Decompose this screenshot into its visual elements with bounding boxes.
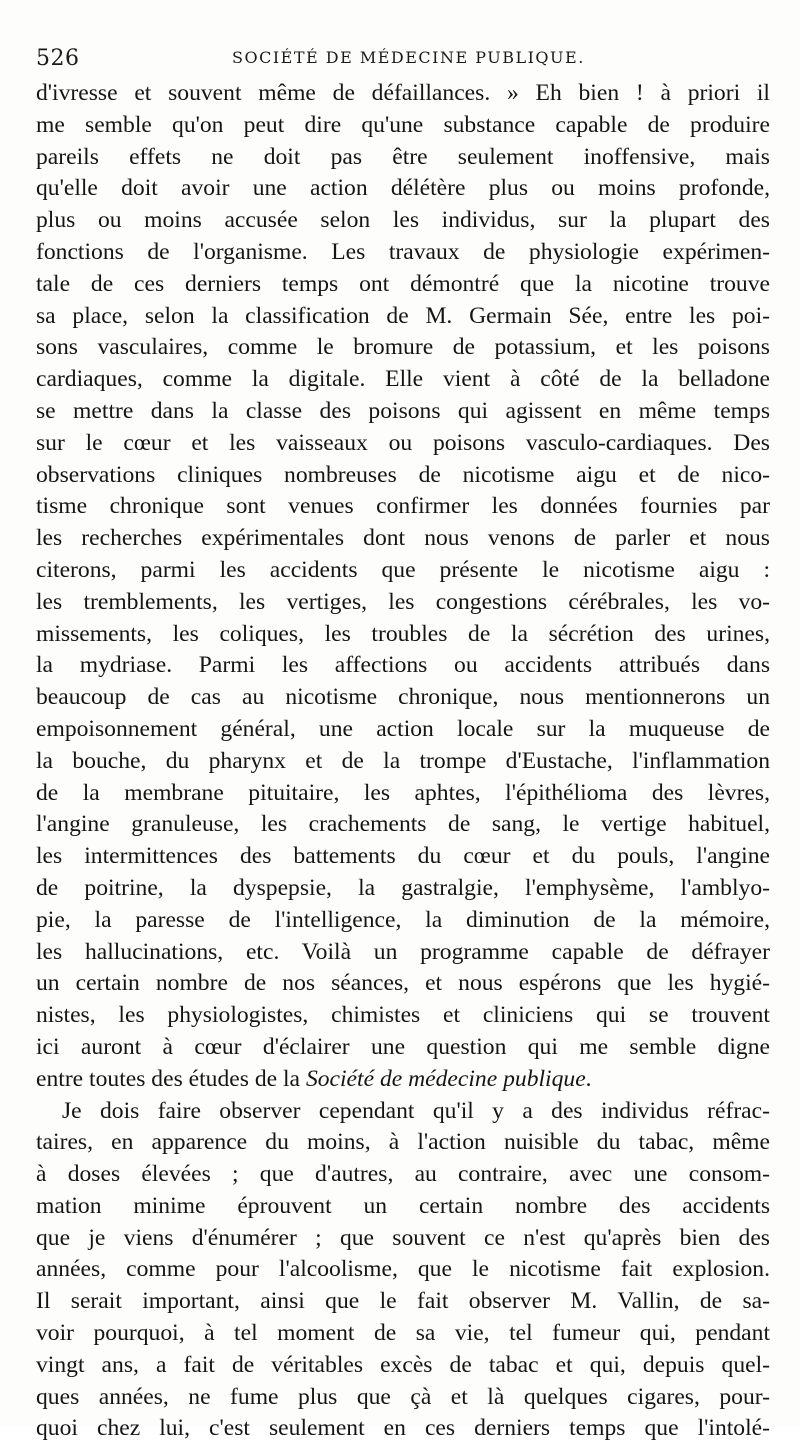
- text-line: nistes, les physiologistes, chimistes et cliniciens qui se trouvent: [36, 1000, 770, 1032]
- text-line: missements, les coliques, les troubles de la sécrétion des urines,: [36, 619, 770, 651]
- page-header: [36, 38, 770, 68]
- text-line: de la membrane pituitaire, les aphtes, l'épithélioma des lèvres,: [36, 778, 770, 810]
- body-text: [36, 78, 770, 1445]
- text-line-final: [36, 1064, 770, 1096]
- text-line: les intermittences des battements du cœur et du pouls, l'angine: [36, 841, 770, 873]
- text-line: sons vasculaires, comme le bromure de potassium, et les poisons: [36, 332, 770, 364]
- text-line: que je viens d'énumérer ; que souvent ce n'est qu'après bien des: [36, 1223, 770, 1255]
- text-run: entre toutes des études de la: [36, 1066, 306, 1092]
- text-line: fonctions de l'organisme. Les travaux de physiologie expérimen-: [36, 237, 770, 269]
- text-line: à doses élevées ; que d'autres, au contraire, avec une consom-: [36, 1159, 770, 1191]
- text-line: ques années, ne fume plus que çà et là quelques cigares, pour-: [36, 1382, 770, 1414]
- text-line: de poitrine, la dyspepsie, la gastralgie, l'emphysème, l'amblyo-: [36, 873, 770, 905]
- text-run: .: [586, 1066, 592, 1092]
- text-line: mation minime éprouvent un certain nombre des accidents: [36, 1191, 770, 1223]
- text-line: pie, la paresse de l'intelligence, la diminution de la mémoire,: [36, 905, 770, 937]
- text-line: Il serait important, ainsi que le fait observer M. Vallin, de sa-: [36, 1286, 770, 1318]
- text-line: les tremblements, les vertiges, les congestions cérébrales, les vo-: [36, 587, 770, 619]
- text-line: sa place, selon la classification de M. Germain Sée, entre les poi-: [36, 301, 770, 333]
- running-head: SOCIÉTÉ DE MÉDECINE PUBLIQUE.: [232, 48, 585, 67]
- text-line: me semble qu'on peut dire qu'une substance capable de produire: [36, 110, 770, 142]
- text-line: tale de ces derniers temps ont démontré que la nicotine trouve: [36, 269, 770, 301]
- text-line: sur le cœur et les vaisseaux ou poisons vasculo-cardiaques. Des: [36, 428, 770, 460]
- text-line: d'ivresse et souvent même de défaillances. » Eh bien ! à priori il: [36, 78, 770, 110]
- text-line: tisme chronique sont venues confirmer les données fournies par: [36, 491, 770, 523]
- text-line: se mettre dans la classe des poisons qui agissent en même temps: [36, 396, 770, 428]
- text-line: quoi chez lui, c'est seulement en ces derniers temps que l'intolé-: [36, 1413, 770, 1445]
- paragraph-1: [36, 78, 770, 1096]
- italic-society-name: Société de médecine publique: [306, 1066, 586, 1092]
- text-line: taires, en apparence du moins, à l'action nuisible du tabac, même: [36, 1127, 770, 1159]
- paragraph-2: [36, 1096, 770, 1445]
- text-line: cardiaques, comme la digitale. Elle vient à côté de la belladone: [36, 364, 770, 396]
- text-line: plus ou moins accusée selon les individus, sur la plupart des: [36, 205, 770, 237]
- text-line: vingt ans, a fait de véritables excès de tabac et qui, depuis quel-: [36, 1350, 770, 1382]
- text-line: années, comme pour l'alcoolisme, que le nicotisme fait explosion.: [36, 1254, 770, 1286]
- text-line: la bouche, du pharynx et de la trompe d'Eustache, l'inflammation: [36, 746, 770, 778]
- text-line: citerons, parmi les accidents que présente le nicotisme aigu :: [36, 555, 770, 587]
- text-line: beaucoup de cas au nicotisme chronique, nous mentionnerons un: [36, 682, 770, 714]
- text-line: pareils effets ne doit pas être seulement inoffensive, mais: [36, 142, 770, 174]
- text-line: observations cliniques nombreuses de nicotisme aigu et de nico-: [36, 460, 770, 492]
- text-line: voir pourquoi, à tel moment de sa vie, tel fumeur qui, pendant: [36, 1318, 770, 1350]
- text-line: les recherches expérimentales dont nous venons de parler et nous: [36, 523, 770, 555]
- text-line: ici auront à cœur d'éclairer une question qui me semble digne: [36, 1032, 770, 1064]
- text-line: la mydriase. Parmi les affections ou accidents attribués dans: [36, 650, 770, 682]
- text-line: un certain nombre de nos séances, et nous espérons que les hygié-: [36, 968, 770, 1000]
- text-line: les hallucinations, etc. Voilà un programme capable de défrayer: [36, 937, 770, 969]
- text-line: qu'elle doit avoir une action délétère plus ou moins profonde,: [36, 173, 770, 205]
- text-line: empoisonnement général, une action locale sur la muqueuse de: [36, 714, 770, 746]
- page-number: 526: [36, 46, 80, 71]
- text-line: l'angine granuleuse, les crachements de sang, le vertige habituel,: [36, 809, 770, 841]
- text-line: Je dois faire observer cependant qu'il y a des individus réfrac-: [36, 1096, 770, 1128]
